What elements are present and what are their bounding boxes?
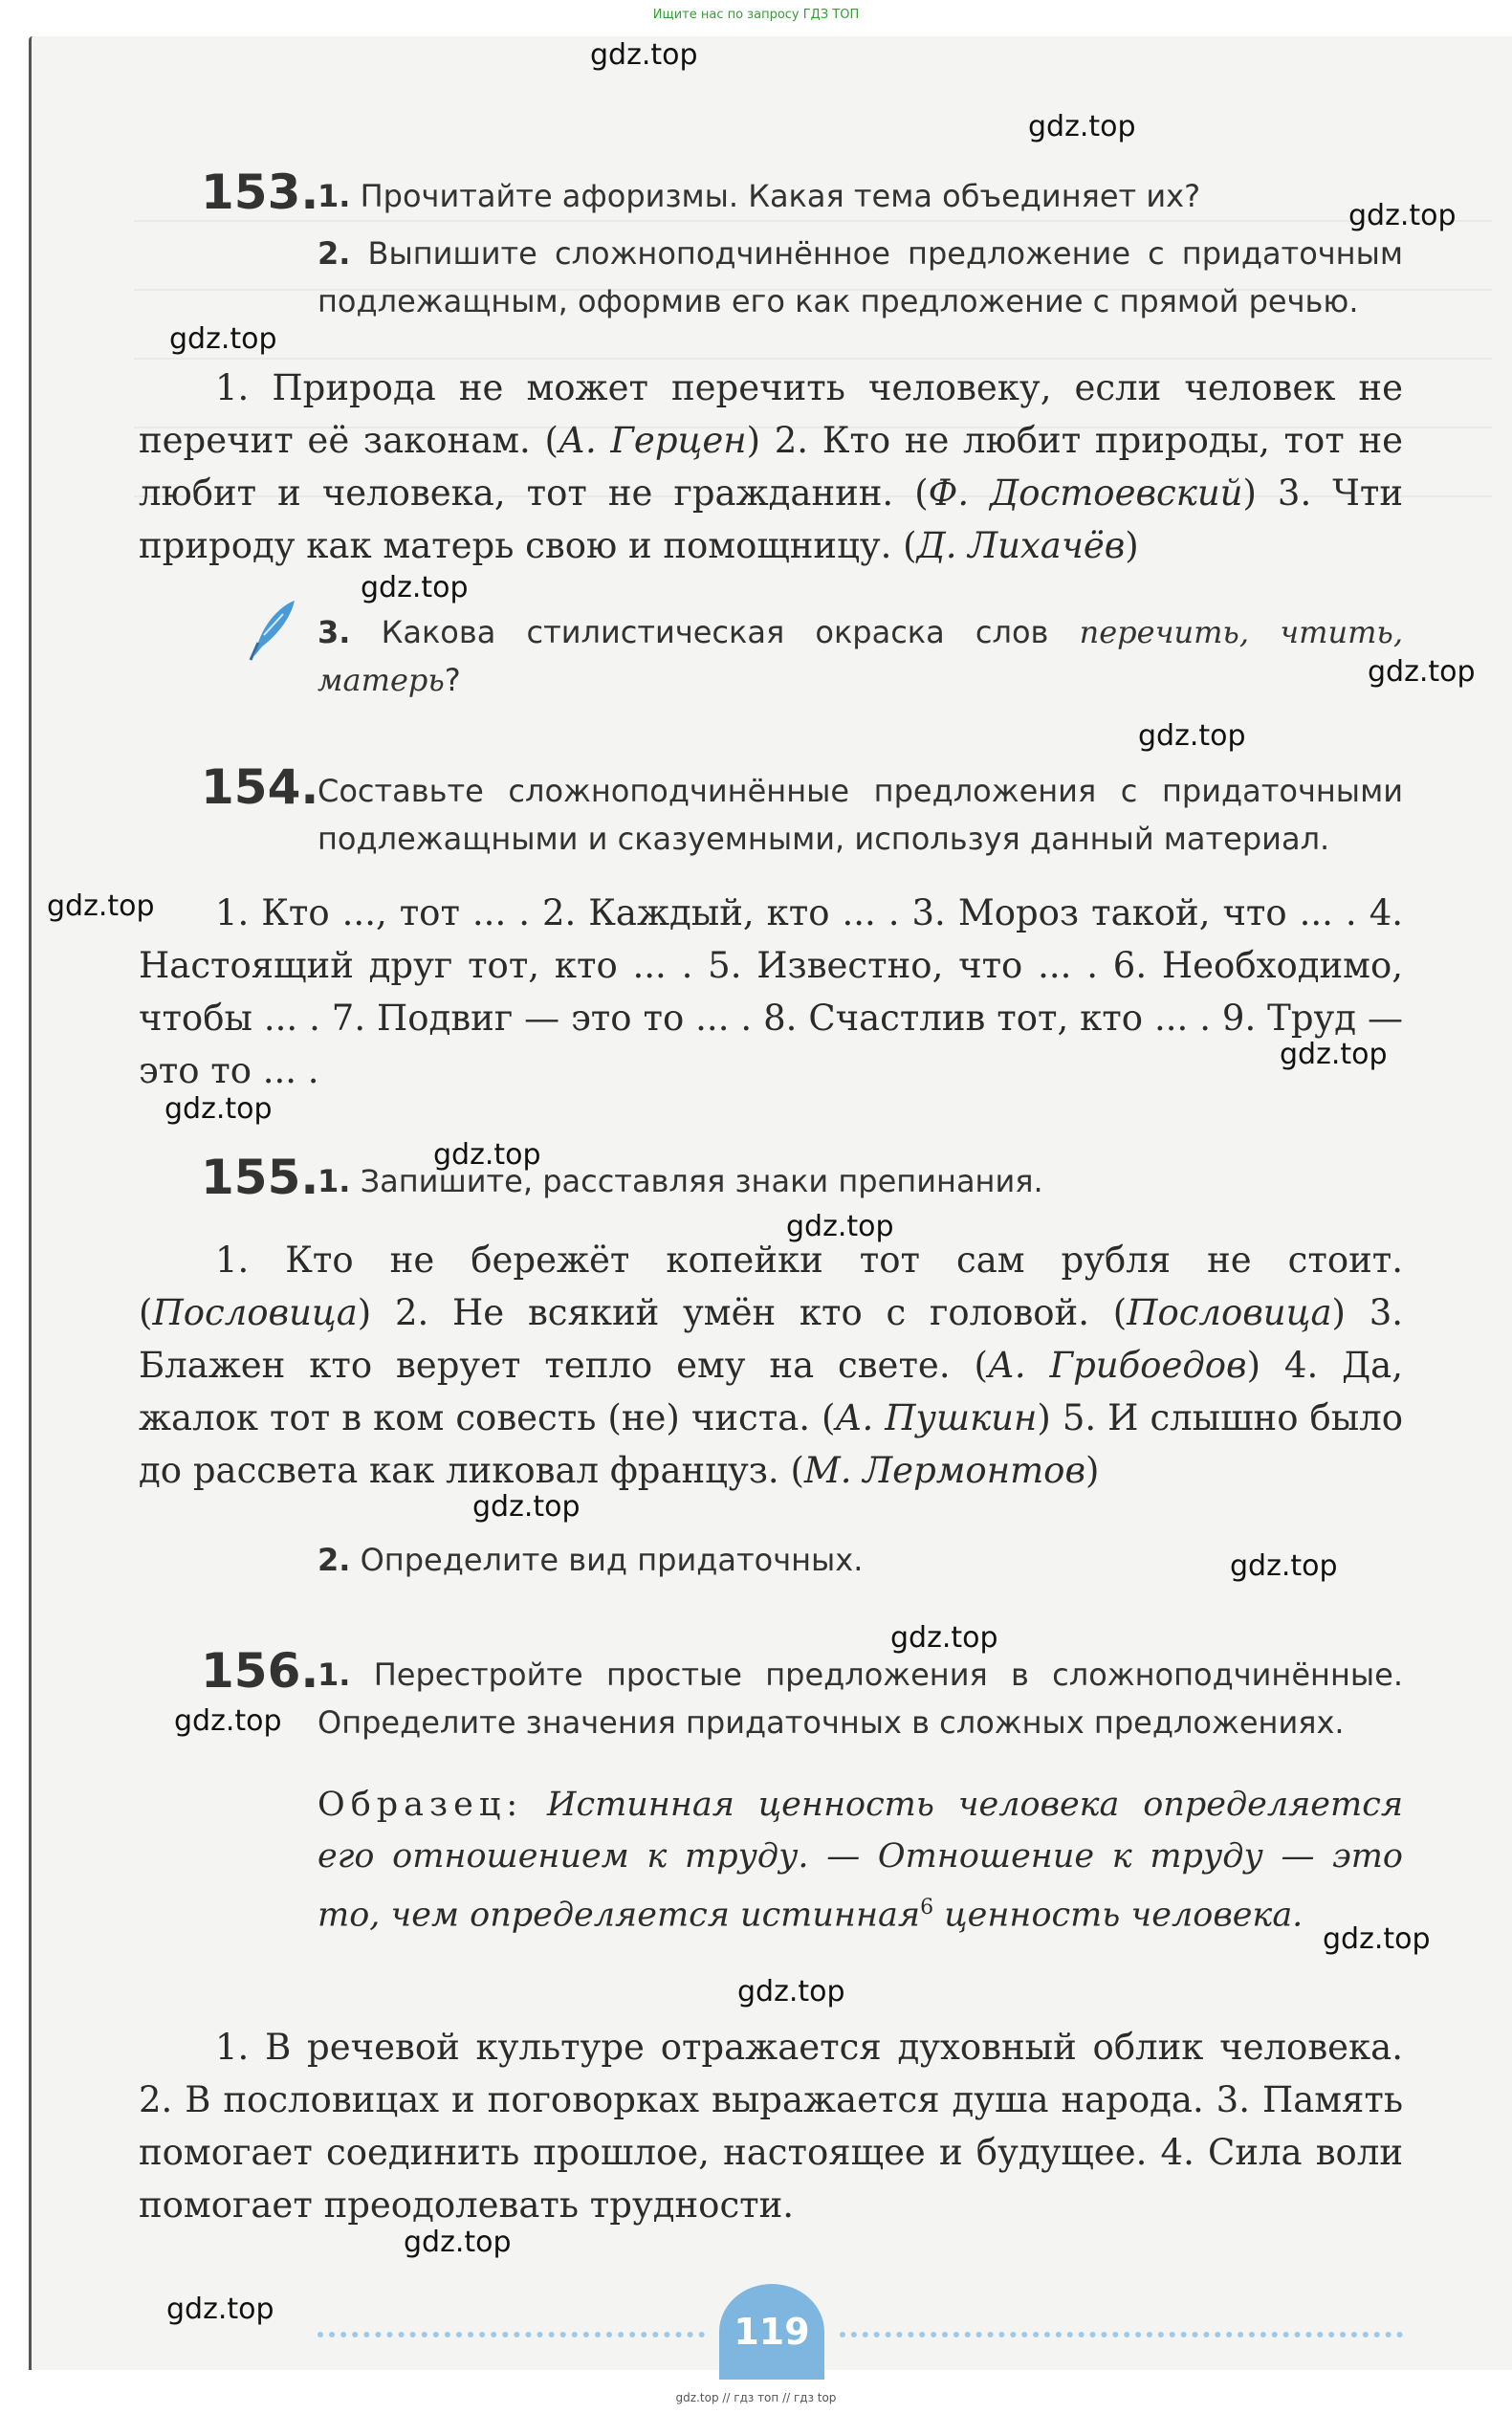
author: Пословица <box>152 1292 358 1333</box>
pen-icon <box>245 597 302 664</box>
author: Д. Лихачёв <box>916 525 1126 566</box>
task-text: Прочитайте афоризмы. Какая тема объединяет их? <box>360 178 1201 214</box>
exercise-155-sentences: 1. Кто не бережёт копейки тот сам рубля не стоит. (Пословица) 2. Не всякий умён кто с головой. (Пословица) 3. Блажен кто верует тепло ему на свете. (А. Грибоедов) 4. Да, жалок тот в ком совесть (не) чиста. (А. Пушкин) 5. И слышно было до рассвета как ликовал француз. (М. Лермонтов) <box>139 1240 1404 1491</box>
exercise-153-task-2 <box>318 230 1403 325</box>
task-text: Перестройте простые предложения в сложноподчинённые. Определите значения придаточных в сложных предложениях. <box>318 1657 1404 1741</box>
exercise-153-aphorisms: 1. Природа не может перечить человеку, если человек не перечит её законам. (А. Герцен) 2. Кто не любит природы, тот не любит и человека, тот не гражданин. (Ф. Достоевский) 3. Чти природу как матерь свою и помощницу. (Д. Лихачёв) <box>139 367 1403 566</box>
watermark: gdz.top <box>1280 1038 1388 1071</box>
exercise-154-number: 154. <box>201 759 319 815</box>
author: М. Лермонтов <box>803 1450 1085 1491</box>
watermark: gdz.top <box>1138 719 1246 753</box>
exercise-156-sample <box>318 1779 1403 1942</box>
sample-label: Образец: <box>318 1786 524 1824</box>
exercise-155-number: 155. <box>201 1150 319 1205</box>
task-number: 3. <box>318 614 351 650</box>
page-dots-right <box>840 2332 1403 2337</box>
task-number: 2. <box>318 235 351 272</box>
watermark: gdz.top <box>174 1704 282 1738</box>
watermark: gdz.top <box>890 1621 998 1655</box>
exercise-153-number: 153. <box>201 165 319 220</box>
watermark: gdz.top <box>472 1490 581 1524</box>
task-number: 1. <box>318 1657 351 1693</box>
task-number: 2. <box>318 1542 351 1578</box>
watermark: gdz.top <box>169 322 277 356</box>
watermark: gdz.top <box>47 889 155 923</box>
author: А. Пушкин <box>835 1397 1038 1438</box>
page-number: 119 <box>719 2284 824 2380</box>
page-dots-left <box>318 2332 705 2337</box>
watermark: gdz.top <box>1323 1922 1431 1956</box>
task-text: Определите вид придаточных. <box>360 1542 864 1578</box>
watermark: gdz.top <box>166 2293 274 2326</box>
exercise-154-task: Составьте сложноподчинённые предложения с придаточными подлежащными и сказуемными, используя данный материал. <box>318 773 1403 857</box>
watermark: gdz.top <box>361 571 469 604</box>
author: Пословица <box>1127 1292 1332 1333</box>
author: А. Герцен <box>558 420 747 461</box>
top-banner: Ищите нас по запросу ГДЗ ТОП <box>652 8 860 22</box>
watermark: gdz.top <box>1368 655 1476 689</box>
exercise-156-task-1 <box>318 1651 1403 1746</box>
task-words: перечить, чтить, матерь <box>318 614 1403 698</box>
task-text: Запишите, расставляя знаки препинания. <box>360 1163 1043 1199</box>
exercise-154-material: 1. Кто ..., тот ... . 2. Каждый, кто ... . 3. Мороз такой, что ... . 4. Настоящий друг тот, кто ... . 5. Известно, что ... . 6. Необходимо, чтобы ... . 7. Подвиг — это то ... . 8. Счастлив тот, кто ... . 9. Труд — это то ... . <box>139 892 1403 1091</box>
exercise-156-sentences: 1. В речевой культуре отражается духовный облик человека. 2. В пословицах и поговорках выражается душа народа. 3. Память помогает соединить прошлое, настоящее и будущее. 4. Сила воли помогает преодолевать трудности. <box>139 2027 1403 2226</box>
watermark: gdz.top <box>737 1975 845 2008</box>
footer-caption: gdz.top // гдз топ // гдз top <box>675 2391 837 2404</box>
watermark: gdz.top <box>590 38 698 72</box>
watermark: gdz.top <box>786 1210 894 1243</box>
author: Ф. Достоевский <box>928 472 1243 514</box>
task-text: Выпишите сложноподчинённое предложение с придаточным подлежащным, оформив его как предложение с прямой речью. <box>318 235 1404 319</box>
watermark: gdz.top <box>1230 1549 1338 1583</box>
task-number: 1. <box>318 1163 351 1199</box>
sample-text-end: ценность человека. <box>944 1896 1304 1935</box>
sample-text: Истинная ценность человека определяется его отношением к труду. — Отношение к труду — это то, чем определяется истинная <box>318 1786 1403 1935</box>
exercise-156-number: 156. <box>201 1643 319 1699</box>
watermark: gdz.top <box>1348 199 1457 232</box>
watermark: gdz.top <box>1028 110 1136 143</box>
exercise-153-task-1 <box>318 172 1403 220</box>
author: А. Грибоедов <box>987 1345 1247 1386</box>
footnote-mark: 6 <box>920 1896 934 1920</box>
task-number: 1. <box>318 178 351 214</box>
exercise-153-task-3: 3. Какова стилистическая окраска слов перечить, чтить, матерь? <box>318 614 1403 698</box>
watermark: gdz.top <box>404 2226 512 2259</box>
watermark: gdz.top <box>433 1138 541 1172</box>
watermark: gdz.top <box>164 1092 273 1126</box>
task-text: Какова стилистическая окраска слов <box>381 614 1049 650</box>
